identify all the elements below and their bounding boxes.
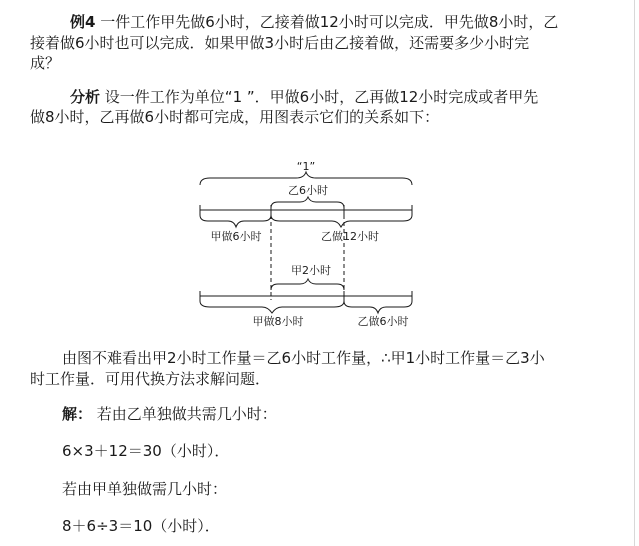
- jia8-brace: [200, 301, 344, 313]
- yi12-brace: [271, 215, 412, 227]
- example-line-3: 成？: [30, 54, 61, 72]
- conclusion-line-1: 由图不难看出甲2小时工作量＝乙6小时工作量，∴甲1小时工作量＝乙3小: [62, 349, 545, 367]
- yi6-lower-brace: [344, 301, 412, 313]
- example-text-1: 一件工作甲先做6小时，乙接着做12小时可以完成．甲先做8小时，乙: [100, 13, 559, 31]
- example-line-2: 接着做6小时也可以完成．如果甲做3小时后由乙接着做，还需要多少小时完: [30, 34, 530, 52]
- yi12-label: 乙做12小时: [321, 230, 379, 243]
- solution-question-2: 若由甲单独做需几小时：: [62, 480, 228, 498]
- yi6-upper-label: 乙6小时: [288, 184, 328, 197]
- conclusion-line-2: 时工作量．可用代换方法求解问题．: [30, 370, 271, 388]
- yi6-lower-label: 乙做6小时: [357, 315, 409, 328]
- jia2-brace: [271, 279, 344, 290]
- analysis-label: 分析: [70, 88, 101, 106]
- example-label: 例4: [70, 13, 96, 31]
- jia6-brace: [200, 215, 271, 227]
- solution-equation-2: 8＋6÷3＝10（小时）．: [62, 517, 220, 535]
- solution-line-1: [62, 404, 277, 424]
- solution-equation-1: 6×3＋12＝30（小时）．: [62, 442, 230, 460]
- solution-question-1: 若由乙单独做共需几小时：: [96, 405, 277, 423]
- jia6-label: 甲做6小时: [210, 230, 262, 243]
- analysis-text-1: 设一件工作为单位“1 ”．甲做6小时，乙再做12小时完成或者甲先: [104, 88, 539, 106]
- analysis-line-2: 做8小时，乙再做6小时都可完成，用图表示它们的关系如下：: [30, 108, 440, 126]
- jia2-label: 甲2小时: [291, 264, 331, 277]
- jia8-label: 甲做8小时: [252, 315, 304, 328]
- solution-label: 解：: [62, 405, 93, 423]
- whole-label: “1”: [296, 160, 316, 173]
- yi6-upper-brace: [271, 197, 344, 208]
